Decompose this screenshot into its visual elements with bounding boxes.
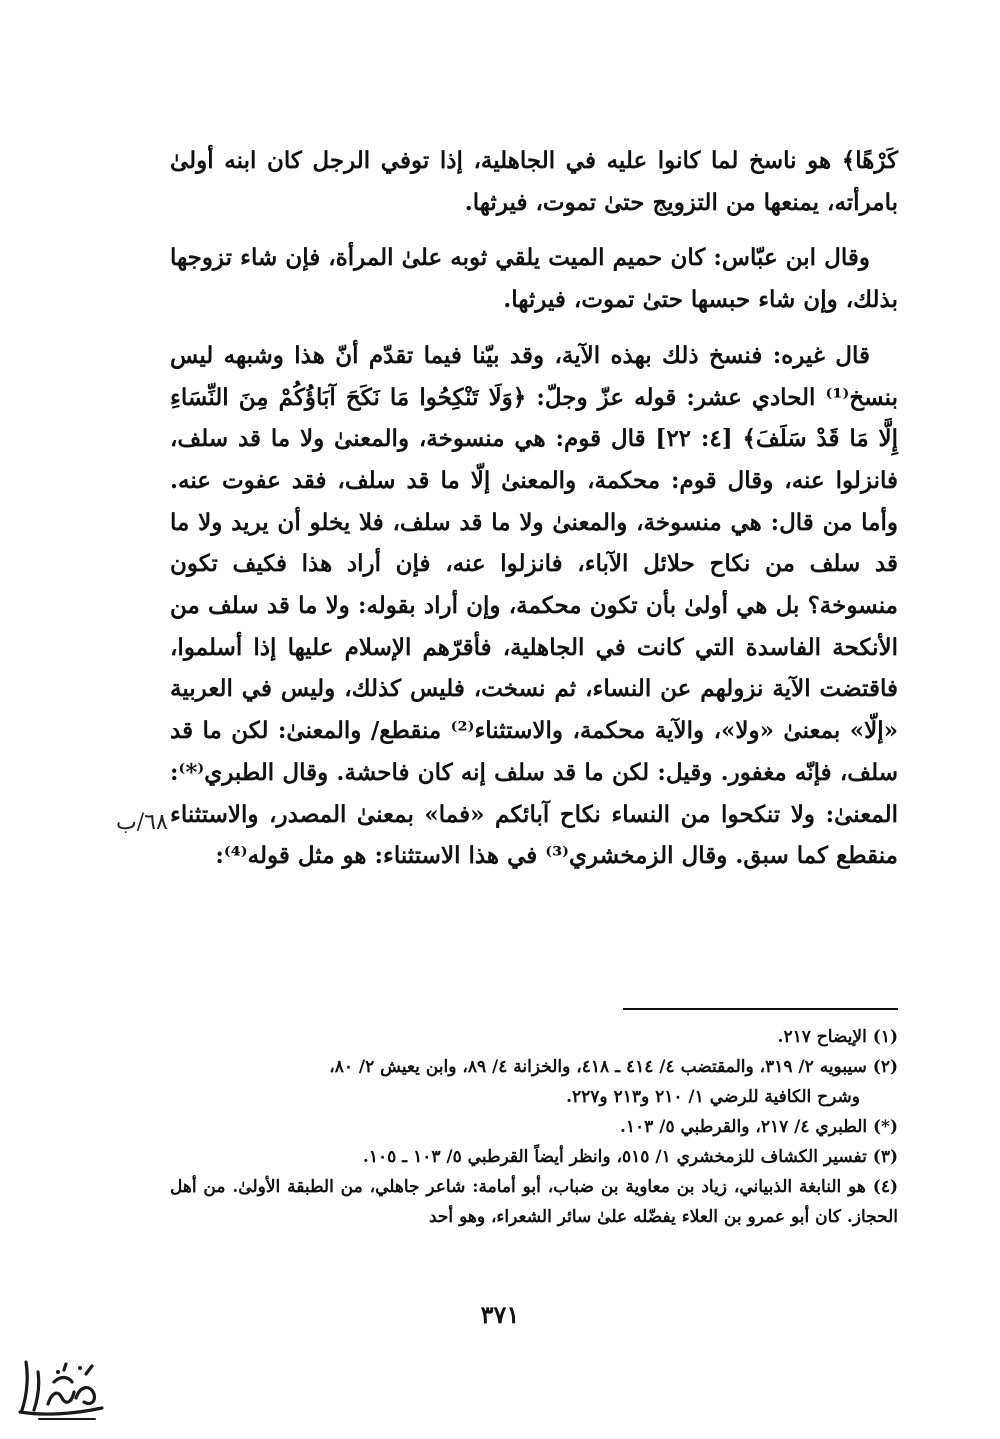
footnote-3: (٣) تفسير الكشاف للزمخشري ١/ ٥١٥، وانظر أيضاً القرطبي ٥/ ١٠٣ ـ ١٠٥. bbox=[362, 1147, 898, 1167]
footnote-divider bbox=[623, 1008, 898, 1010]
footnote-2-continued: وشرح الكافية للرضي ١/ ٢١٠ و٢١٣ و٢٢٧. bbox=[566, 1087, 860, 1107]
footnotes-section bbox=[170, 1022, 898, 1232]
page-number: ٣٧١ bbox=[480, 1300, 520, 1329]
paragraph-1: كَرْهًا﴾ هو ناسخ لما كانوا عليه في الجاهلية، إذا توفي الرجل كان ابنه أولىٰ بامرأته، يمنعها من التزويج حتىٰ تموت، فيرثها. bbox=[170, 147, 898, 216]
footnote-4: (٤) هو النابغة الذبياني، زياد بن معاوية بن ضباب، أبو أمامة: شاعر جاهلي، من الطبقة الأولىٰ. من أهل الحجاز. كان أبو عمرو بن العلاء يفضّله علىٰ سائر الشعراء، وهو أحد bbox=[170, 1177, 898, 1227]
margin-folio-note: ٦٨/ب bbox=[116, 810, 168, 835]
footnote-star: (*) الطبري ٤/ ٢١٧، والقرطبي ٥/ ١٠٣. bbox=[619, 1117, 898, 1137]
footnote-1: (١) الإيضاح ٢١٧. bbox=[777, 1027, 898, 1047]
library-seal-icon bbox=[14, 1352, 109, 1427]
main-text-body bbox=[170, 140, 898, 891]
footnote-2: (٢) سيبويه ٢/ ٣١٩، والمقتضب ٤/ ٤١٤ ـ ٤١٨، والخزانة ٤/ ٨٩، وابن يعيش ٢/ ٨٠، bbox=[329, 1057, 898, 1077]
paragraph-2: وقال ابن عبّاس: كان حميم الميت يلقي ثوبه علىٰ المرأة، فإن شاء تزوجها بذلك، وإن شاء حبسها حتىٰ تموت، فيرثها. bbox=[170, 244, 898, 314]
paragraph-3: قال غيره: فنسخ ذلك بهذه الآية، وقد بيّنا فيما تقدّم أنّ هذا وشبهه ليس بنسخ⁽¹⁾ الحادي عشر: قوله عزّ وجلّ: ﴿وَلَا تَنْكِحُوا مَا نَكَحَ آبَاؤُكُمْ مِنَ النِّسَاءِ إِلَّا مَا قَدْ سَلَفَ﴾ [٤: ٢٢] قال قوم: هي منسوخة، والمعنىٰ ولا ما قد سلف، فانزلوا عنه، وقال قوم: محكمة، والمعنىٰ إلّا ما قد سلف، فقد عفوت عنه. وأما من قال: هي منسوخة، والمعنىٰ ولا ما قد سلف، فلا يخلو أن يريد ولا ما قد سلف من نكاح حلائل الآباء، فانزلوا عنه، فإن أراد هذا فكيف تكون منسوخة؟ بل هي أولىٰ بأن تكون محكمة، وإن أراد بقوله: ولا ما قد سلف من الأنكحة الفاسدة التي كانت في الجاهلية، فأقرّهم الإسلام عليها إذا أسلموا، فاقتضت الآية نزولهم عن النساء، ثم نسخت، فليس كذلك، وليس في العربية «إلّا» بمعنىٰ «ولا»، والآية محكمة، والاستثناء⁽²⁾ منقطع/ والمعنىٰ: لكن ما قد سلف، فإنّه مغفور. وقيل: لكن ما قد سلف إنه كان فاحشة. وقال الطبري⁽*⁾: المعنىٰ: ولا تنكحوا من النساء نكاح آبائكم «فما» بمعنىٰ المصدر، والاستثناء منقطع كما سبق. وقال الزمخشري⁽³⁾ في هذا الاستثناء: هو مثل قوله⁽⁴⁾: bbox=[170, 341, 899, 870]
